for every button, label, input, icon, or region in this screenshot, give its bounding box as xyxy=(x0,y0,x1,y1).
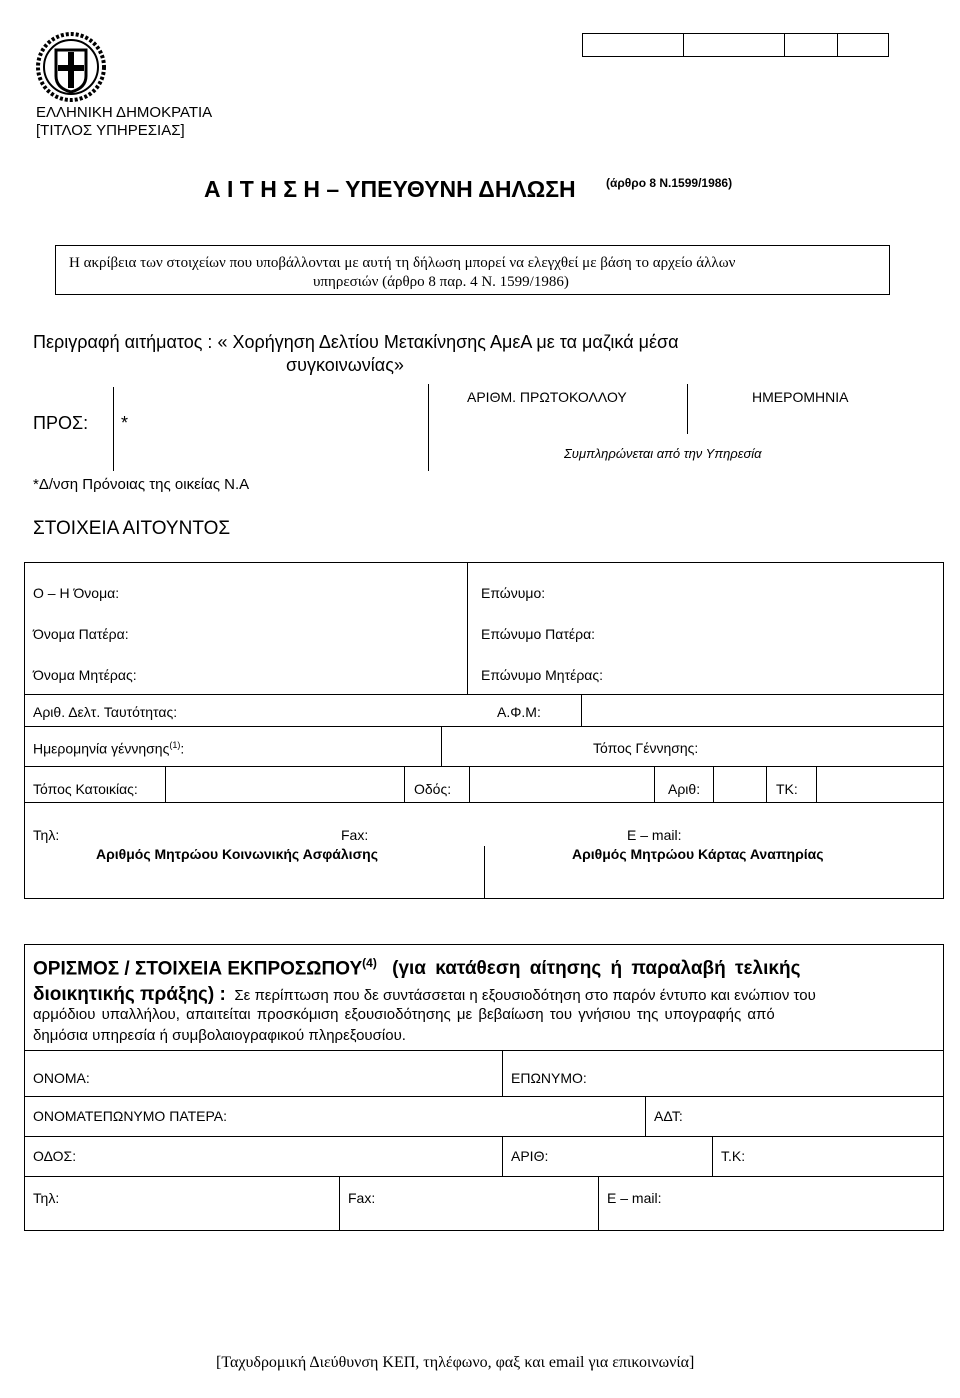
rep-phone-label: Τηλ: xyxy=(33,1190,60,1206)
first-name-label: Ο – Η Όνομα: xyxy=(33,585,120,601)
top-box-1[interactable] xyxy=(582,33,684,57)
applicant-section-title: ΣΤΟΙΧΕΙΑ ΑΙΤΟΥΝΤΟΣ xyxy=(33,518,231,539)
mother-surname-label: Επώνυμο Μητέρας: xyxy=(481,667,604,683)
col-divider-11 xyxy=(484,846,485,899)
top-box-3[interactable] xyxy=(784,33,838,57)
protocol-box-left xyxy=(428,384,429,471)
rep-id-label: ΑΔΤ: xyxy=(654,1108,683,1124)
fax-label: Fax: xyxy=(341,827,369,843)
rep-name-label: ΟΝΟΜΑ: xyxy=(33,1070,90,1086)
representative-heading-purpose: (για κατάθεση αίτησης ή παραλαβή τελικής xyxy=(392,958,801,980)
col-divider-8 xyxy=(713,766,714,802)
representative-heading-footnote: (4) xyxy=(362,956,377,970)
representative-note-3: δημόσια υπηρεσία ή συμβολαιογραφικού πληρεξουσίου. xyxy=(33,1027,406,1044)
rep-number-label: ΑΡΙΘ: xyxy=(511,1148,549,1164)
rep-row-line-1 xyxy=(24,1050,944,1051)
street-number-label: Αριθ: xyxy=(668,781,701,797)
disability-card-label: Αριθμός Μητρώου Κάρτας Αναπηρίας xyxy=(572,846,824,862)
representative-note-1: Σε περίπτωση που δε συντάσσεται η εξουσιοδότηση στο παρόν έντυπο και ενώπιον του xyxy=(234,987,816,1004)
top-box-4[interactable] xyxy=(837,33,889,57)
representative-note-2: αρμόδιου υπαλλήλου, απαιτείται προσκόμιση εξουσιοδότησης με βεβαίωση του γνήσιου της υπογραφής από xyxy=(33,1006,775,1023)
birth-date-label xyxy=(33,740,184,757)
mother-name-label: Όνομα Μητέρας: xyxy=(33,667,137,683)
request-description: Περιγραφή αιτήματος : « Χορήγηση Δελτίου Μετακίνησης ΑμεΑ με τα μαζικά μέσα xyxy=(33,332,679,352)
rep-street-label: ΟΔΟΣ: xyxy=(33,1148,77,1164)
to-label: ΠΡΟΣ: xyxy=(33,413,89,433)
notice-line-1: Η ακρίβεια των στοιχείων που υποβάλλονται με αυτή τη δήλωση μπορεί να ελεγχθεί με βάση το αρχείο άλλων xyxy=(69,255,736,271)
recipient-divider xyxy=(113,387,114,471)
rep-row-line-2 xyxy=(24,1096,944,1097)
rep-col-2 xyxy=(645,1096,646,1136)
row-line-2 xyxy=(24,726,944,727)
id-number-label: Αριθ. Δελτ. Ταυτότητας: xyxy=(33,704,178,720)
rep-fax-label: Fax: xyxy=(348,1190,376,1206)
rep-surname-label: ΕΠΩΝΥΜΟ: xyxy=(511,1070,587,1086)
law-reference: (άρθρο 8 Ν.1599/1986) xyxy=(606,176,733,190)
filled-by-service: Συμπληρώνεται από την Υπηρεσία xyxy=(564,446,762,461)
row-line-4 xyxy=(24,802,944,803)
rep-col-4 xyxy=(712,1136,713,1176)
notice-line-2: υπηρεσιών (άρθρο 8 παρ. 4 Ν. 1599/1986) xyxy=(313,274,569,290)
representative-heading-cont: διοικητικής πράξης) : xyxy=(33,984,226,1005)
social-security-label: Αριθμός Μητρώου Κοινωνικής Ασφάλισης xyxy=(96,846,378,862)
document-title: Α Ι Τ Η Σ Η – ΥΠΕΥΘΥΝΗ ΔΗΛΩΣΗ xyxy=(204,176,576,202)
birth-date-colon: : xyxy=(180,740,185,757)
rep-col-5 xyxy=(339,1176,340,1231)
birth-date-footnote: (1) xyxy=(169,740,181,750)
row-line-1 xyxy=(24,694,944,695)
rep-postal-label: Τ.Κ: xyxy=(721,1148,746,1164)
col-divider-3 xyxy=(441,726,442,766)
col-divider-9 xyxy=(766,766,767,802)
rep-col-6 xyxy=(598,1176,599,1231)
service-title: [ΤΙΤΛΟΣ ΥΠΗΡΕΣΙΑΣ] xyxy=(36,122,185,139)
surname-label: Επώνυμο: xyxy=(481,585,546,601)
row-line-3 xyxy=(24,766,944,767)
greek-coat-of-arms-icon xyxy=(36,32,106,102)
birth-place-label: Τόπος Γέννησης: xyxy=(593,740,699,756)
rep-father-label: ΟΝΟΜΑΤΕΠΩΝΥΜΟ ΠΑΤΕΡΑ: xyxy=(33,1108,228,1124)
rep-col-3 xyxy=(502,1136,503,1176)
col-divider-4 xyxy=(165,766,166,802)
rep-row-line-4 xyxy=(24,1176,944,1177)
postal-code-label: ΤΚ: xyxy=(776,781,798,797)
footer-contact: [Ταχυδρομική Διεύθυνση ΚΕΠ, τηλέφωνο, φαξ και email για επικοινωνία] xyxy=(216,1354,695,1371)
birth-date-text: Ημερομηνία γέννησης xyxy=(33,740,170,757)
tax-number-label: Α.Φ.Μ: xyxy=(497,704,541,720)
phone-label: Τηλ: xyxy=(33,827,60,843)
email-label: E – mail: xyxy=(627,827,682,843)
protocol-date-label: ΗΜΕΡΟΜΗΝΙΑ xyxy=(752,389,849,405)
father-name-label: Όνομα Πατέρα: xyxy=(33,626,129,642)
col-divider-1 xyxy=(467,562,468,694)
representative-heading-line2 xyxy=(33,984,816,1006)
country-name: ΕΛΛΗΝΙΚΗ ΔΗΜΟΚΡΑΤΙΑ xyxy=(36,104,213,121)
representative-heading xyxy=(33,956,935,980)
rep-col-1 xyxy=(502,1050,503,1096)
rep-email-label: E – mail: xyxy=(607,1190,662,1206)
top-box-2[interactable] xyxy=(683,33,785,57)
father-surname-label: Επώνυμο Πατέρα: xyxy=(481,626,596,642)
recipient-asterisk: * xyxy=(121,413,129,433)
street-label: Οδός: xyxy=(414,781,452,797)
col-divider-6 xyxy=(469,766,470,802)
col-divider-7 xyxy=(654,766,655,802)
recipient-note: *Δ/νση Πρόνοιας της οικείας Ν.Α xyxy=(33,476,250,493)
col-divider-2 xyxy=(581,694,582,726)
request-description-cont: συγκοινωνίας» xyxy=(286,355,404,375)
col-divider-5 xyxy=(404,766,405,802)
protocol-number-label: ΑΡΙΘΜ. ΠΡΩΤΟΚΟΛΛΟΥ xyxy=(467,389,627,405)
col-divider-10 xyxy=(816,766,817,802)
residence-label: Τόπος Κατοικίας: xyxy=(33,781,138,797)
protocol-box-mid xyxy=(687,384,688,434)
representative-heading-main: ΟΡΙΣΜΟΣ / ΣΤΟΙΧΕΙΑ ΕΚΠΡΟΣΩΠΟΥ xyxy=(33,958,363,980)
rep-row-line-3 xyxy=(24,1136,944,1137)
